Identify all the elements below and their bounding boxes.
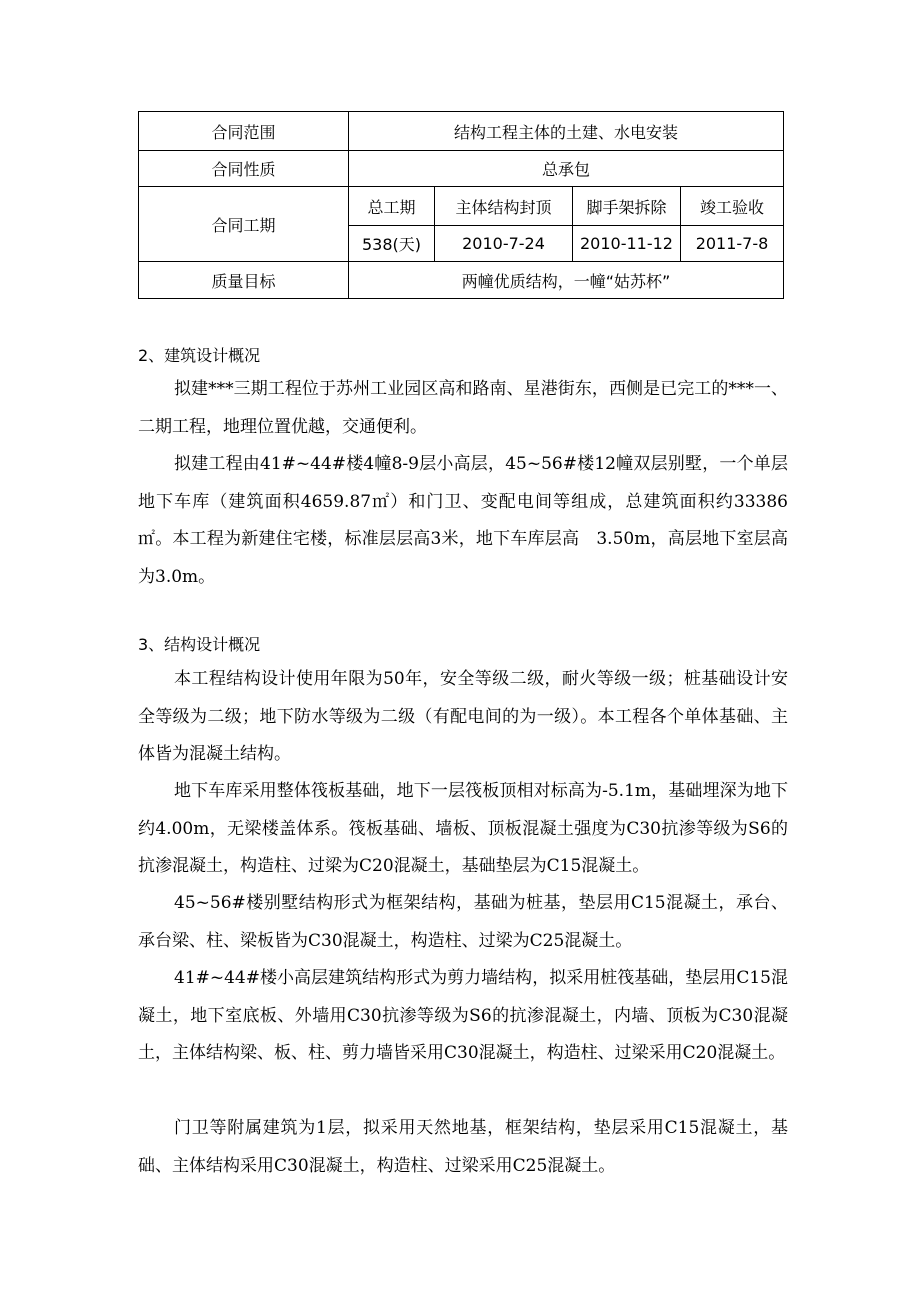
table-row-quality <box>139 262 784 299</box>
period-header-topping: 主体结构封顶 <box>435 187 573 226</box>
table-row-period-headers <box>139 187 784 226</box>
section-3-paragraph-3: 45~56#楼别墅结构形式为框架结构，基础为桩基，垫层用C15混凝土，承台、承台梁、柱、梁板皆为C30混凝土，构造柱、过梁为C25混凝土。 <box>138 893 788 951</box>
table-row-nature <box>139 151 784 187</box>
period-header-acceptance: 竣工验收 <box>681 187 784 226</box>
period-value-total: 538(天) <box>349 226 435 262</box>
quality-label: 质量目标 <box>139 262 349 299</box>
scope-value: 结构工程主体的土建、水电安装 <box>349 112 784 151</box>
section-3-paragraph-5: 门卫等附属建筑为1层，拟采用天然地基，框架结构，垫层采用C15混凝土，基础、主体结构采用C30混凝土，构造柱、过梁采用C25混凝土。 <box>138 1118 788 1176</box>
table-row-scope <box>139 112 784 151</box>
section-3-paragraph-2: 地下车库采用整体筏板基础，地下一层筏板顶相对标高为-5.1m，基础埋深为地下约4.00m，无梁楼盖体系。筏板基础、墙板、顶板混凝土强度为C30抗渗等级为S6的抗渗混凝土，构造柱、过梁为C20混凝土，基础垫层为C15混凝土。 <box>138 781 788 876</box>
period-header-scaffold: 脚手架拆除 <box>573 187 681 226</box>
quality-value: 两幢优质结构，一幢“姑苏杯” <box>349 262 784 299</box>
section-2-paragraph-1: 拟建***三期工程位于苏州工业园区高和路南、星港街东，西侧是已完工的***一、二期工程，地理位置优越，交通便利。 <box>138 379 788 437</box>
section-3-paragraph-4: 41#~44#楼小高层建筑结构形式为剪力墙结构，拟采用桩筏基础，垫层用C15混凝土，地下室底板、外墙用C30抗渗等级为S6的抗渗混凝土，内墙、顶板为C30混凝土，主体结构梁、板、柱、剪力墙皆采用C30混凝土，构造柱、过梁采用C20混凝土。 <box>138 968 788 1063</box>
period-label: 合同工期 <box>139 187 349 262</box>
section-3-paragraph-1: 本工程结构设计使用年限为50年，安全等级二级，耐火等级一级；桩基础设计安全等级为二级；地下防水等级为二级（有配电间的为一级）。本工程各个单体基础、主体皆为混凝土结构。 <box>138 669 788 764</box>
nature-label: 合同性质 <box>139 151 349 187</box>
period-value-scaffold: 2010-11-12 <box>573 226 681 262</box>
section-3-heading: 3、结构设计概况 <box>138 635 261 654</box>
contract-table <box>138 111 784 299</box>
section-2-heading: 2、建筑设计概况 <box>138 346 261 365</box>
scope-label: 合同范围 <box>139 112 349 151</box>
period-header-total: 总工期 <box>349 187 435 226</box>
period-value-topping: 2010-7-24 <box>435 226 573 262</box>
period-value-acceptance: 2011-7-8 <box>681 226 784 262</box>
nature-value: 总承包 <box>349 151 784 187</box>
section-2-paragraph-2: 拟建工程由41#~44#楼4幢8-9层小高层，45~56#楼12幢双层别墅，一个单层地下车库（建筑面积4659.87㎡）和门卫、变配电间等组成，总建筑面积约33386㎡。本工程为新建住宅楼，标准层层高3米，地下车库层高 3.50m，高层地下室层高为3.0m。 <box>138 454 788 587</box>
